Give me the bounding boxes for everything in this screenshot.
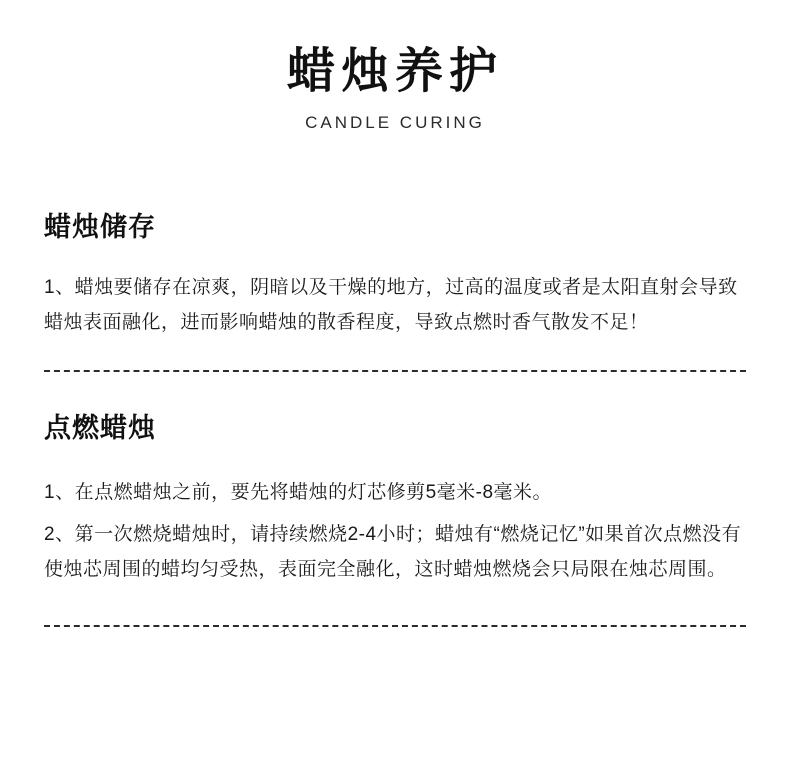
section-light-candle (44, 406, 746, 586)
section-heading: 点燃蜡烛 (44, 413, 156, 444)
section-candle-storage (44, 205, 746, 340)
document-header (0, 0, 790, 133)
section-paragraph: 1、在点燃蜡烛之前，要先将蜡烛的灯芯修剪5毫米-8毫米。 (44, 482, 553, 504)
section-paragraph: 2、第一次燃烧蜡烛时，请持续燃烧2-4小时；蜡烛有“燃烧记忆”如果首次点燃没有使烛芯周围的蜡均匀受热，表面完全融化，这时蜡烛燃烧会只局限在烛芯周围。 (44, 523, 742, 580)
document-content (0, 205, 790, 627)
section-divider (44, 370, 746, 372)
section-heading: 蜡烛储存 (44, 212, 156, 243)
section-divider (44, 625, 746, 627)
page-title: 蜡烛养护 (286, 45, 503, 98)
section-paragraph: 1、蜡烛要储存在凉爽，阴暗以及干燥的地方，过高的温度或者是太阳直射会导致蜡烛表面融化，进而影响蜡烛的散香程度，导致点燃时香气散发不足！ (44, 277, 738, 334)
page-subtitle: CANDLE CURING (305, 113, 485, 133)
